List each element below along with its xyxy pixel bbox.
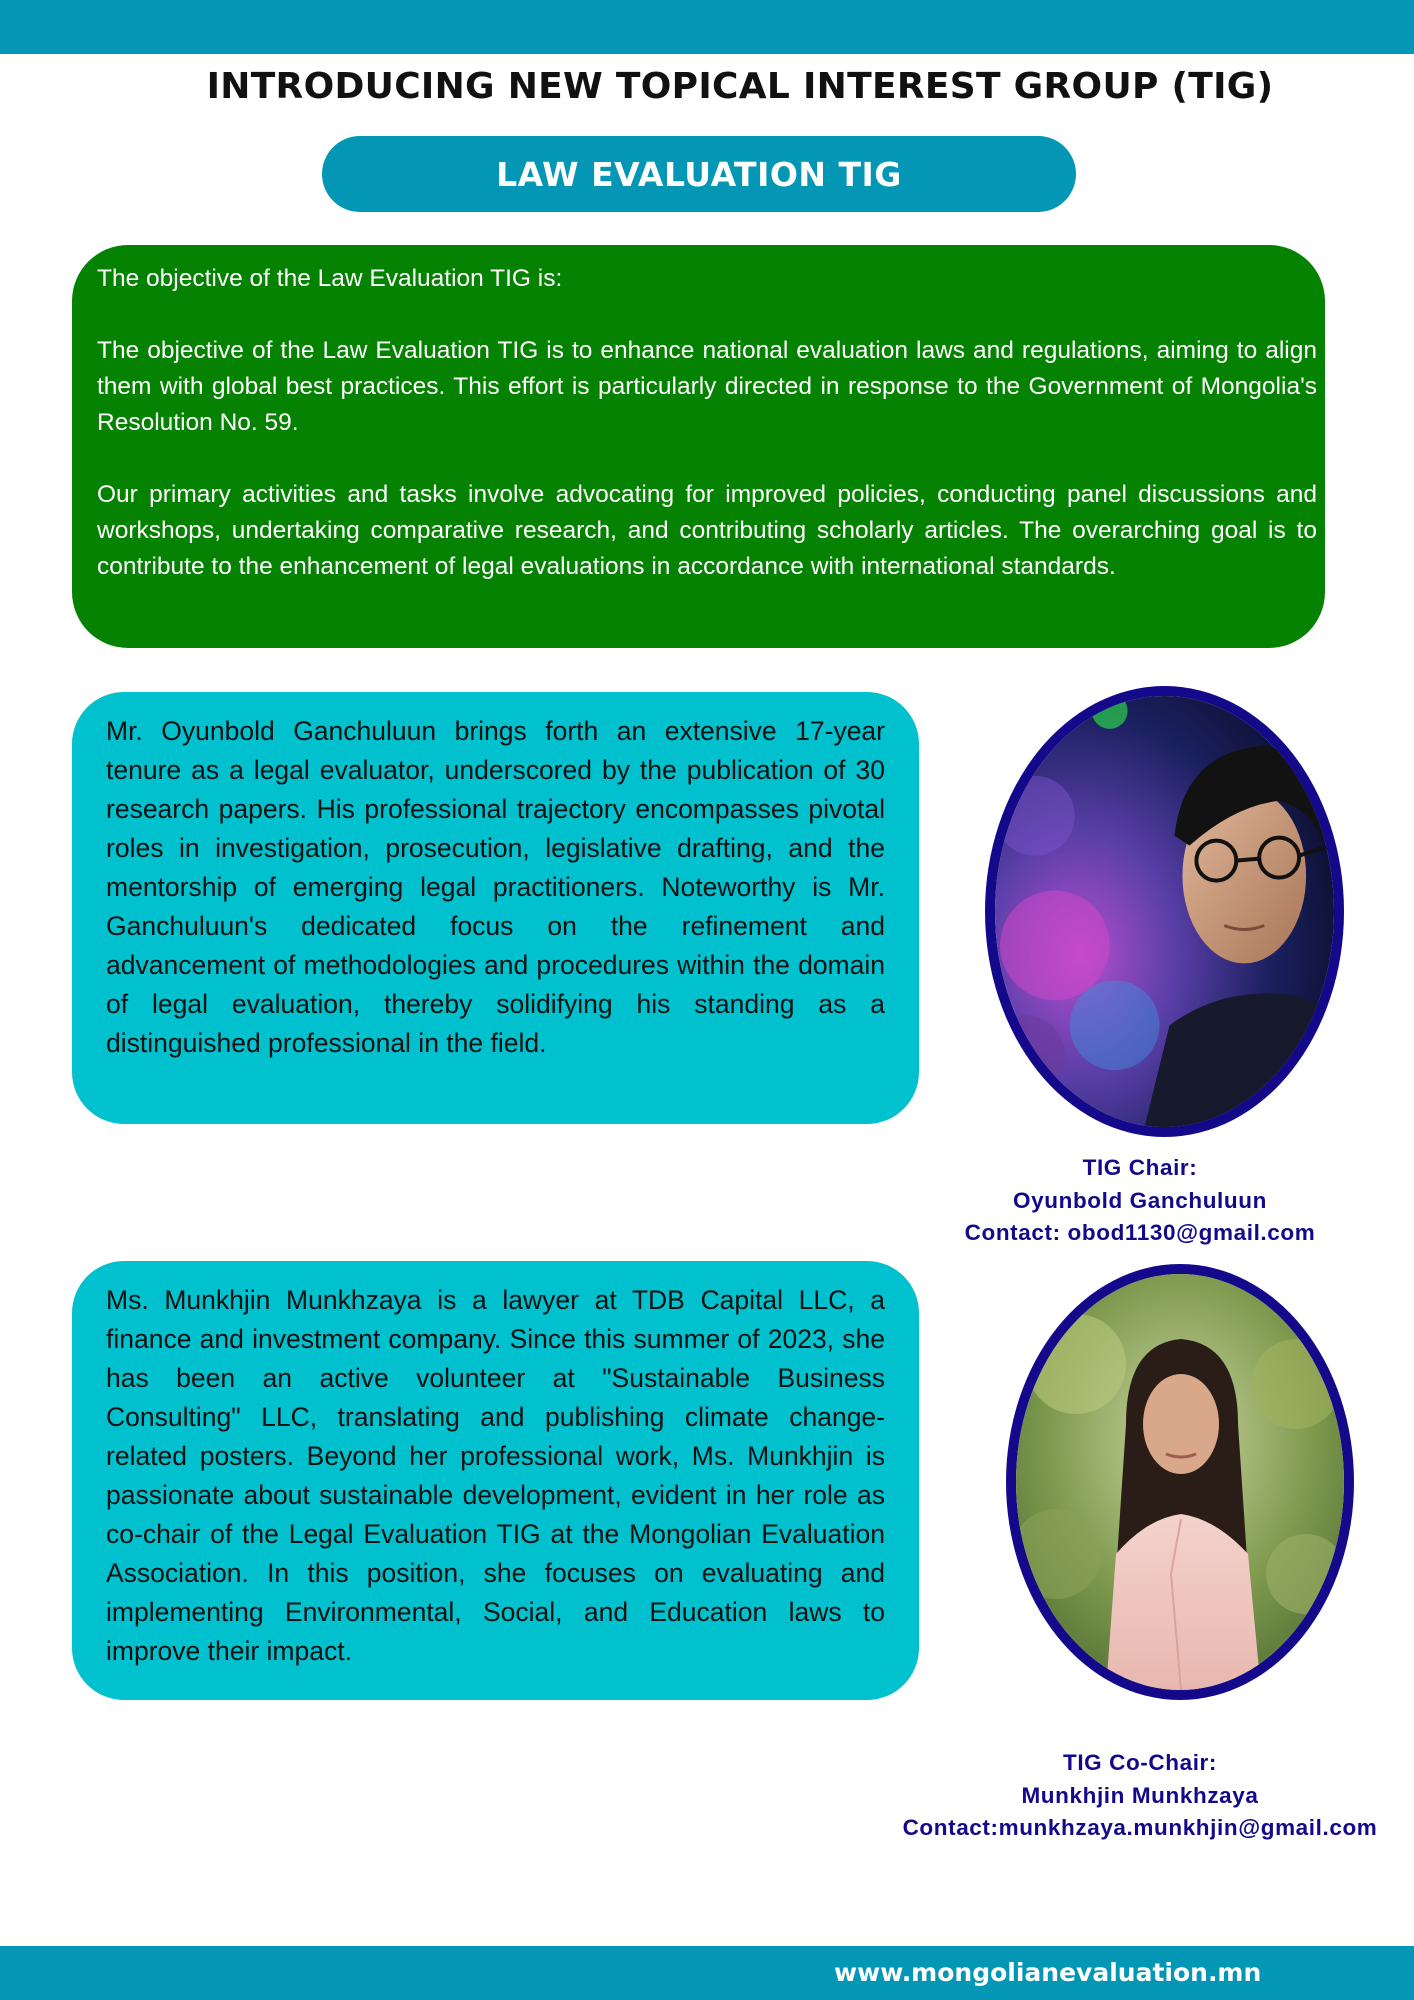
co-chair-name: Munkhjin Munkhzaya <box>1021 1782 1259 1808</box>
subtitle-banner <box>322 136 1076 212</box>
co-chair-contact: Contact:munkhzaya.munkhjin@gmail.com <box>902 1815 1378 1840</box>
chair-name: Oyunbold Ganchuluun <box>1013 1187 1267 1213</box>
website-link[interactable]: www.mongolianevaluation.mn <box>834 1958 1262 1987</box>
subtitle-text: LAW EVALUATION TIG <box>496 154 902 194</box>
objective-section <box>72 245 1325 648</box>
chair-caption <box>900 1152 1380 1250</box>
chair-bio-text: Mr. Oyunbold Ganchuluun brings forth an extensive 17-year tenure as a legal evaluator, underscored by the publication of 30 research papers. His professional trajectory encompasses pivotal roles in investigation, prosecution, legislative drafting, and the mentorship of emerging legal practitioners. Noteworthy is Mr. Ganchuluun's dedicated focus on the refinement and advancement of methodologies and procedures within the domain of legal evaluation, thereby solidifying his standing as a distinguished professional in the field. <box>106 716 885 1058</box>
objective-paragraph-2: Our primary activities and tasks involve advocating for improved policies, conducting panel discussions and workshops, undertaking comparative research, and contributing scholarly articles. The overarching goal is to contribute to the enhancement of legal evaluations in accordance with international standards. <box>97 481 1317 580</box>
chair-contact: Contact: obod1130@gmail.com <box>964 1220 1316 1245</box>
objective-paragraph-1: The objective of the Law Evaluation TIG is to enhance national evaluation laws and regulations, aiming to align them with global best practices. This effort is particularly directed in response to the Government of Mongolia's Resolution No. 59. <box>97 337 1317 436</box>
co-chair-bio-box <box>72 1261 919 1700</box>
co-chair-role-label: TIG Co-Chair: <box>1062 1750 1218 1775</box>
objective-intro: The objective of the Law Evaluation TIG is: <box>97 265 563 292</box>
chair-portrait-photo <box>985 686 1344 1137</box>
chair-bio-box <box>72 692 919 1124</box>
top-banner-bar <box>0 0 1414 54</box>
co-chair-portrait-photo <box>1006 1264 1354 1700</box>
co-chair-caption <box>870 1747 1410 1845</box>
co-chair-bio-text: Ms. Munkhjin Munkhzaya is a lawyer at TDB Capital LLC, a finance and investment company. Since this summer of 2023, she has been an active volunteer at "Sustainable Business Consulting" LLC, translating and publishing climate change-related posters. Beyond her professional work, Ms. Munkhjin is passionate about sustainable development, evident in her role as co-chair of the Legal Evaluation TIG at the Mongolian Evaluation Association. In this position, she focuses on evaluating and implementing Environmental, Social, and Education laws to improve their impact. <box>106 1285 885 1666</box>
page-title: INTRODUCING NEW TOPICAL INTEREST GROUP (TIG) <box>206 66 1274 107</box>
chair-role-label: TIG Chair: <box>1082 1155 1198 1180</box>
